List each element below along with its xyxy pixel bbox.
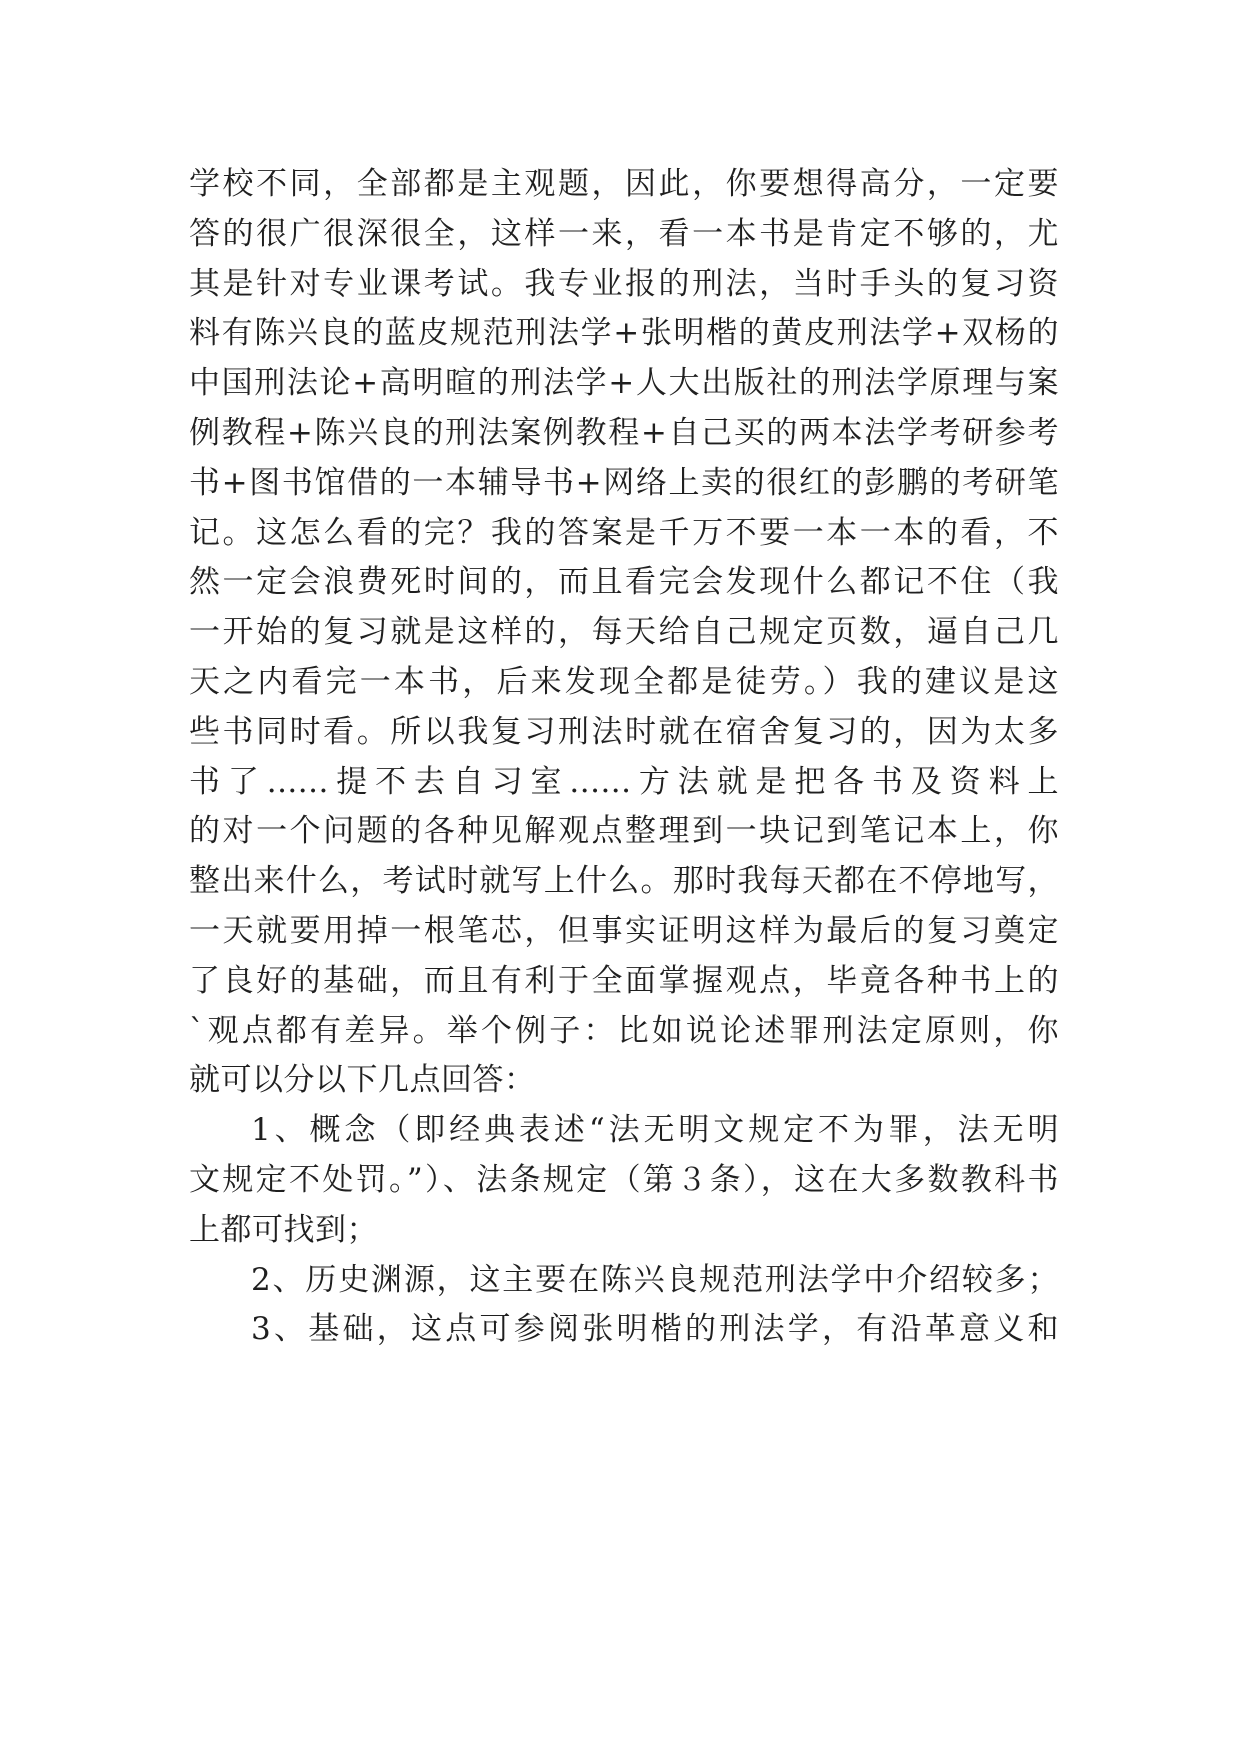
text-line: 中国刑法论+高明暄的刑法学+人大出版社的刑法学原理与案: [189, 365, 1059, 402]
text-line: 些书同时看。所以我复习刑法时就在宿舍复习的，因为太多: [189, 713, 1059, 750]
text-line: 文规定不处罚。”）、法条规定（第３条），这在大多数教科书: [189, 1161, 1059, 1198]
text-line: 上都可找到；: [189, 1211, 378, 1248]
text-line: 一天就要用掉一根笔芯，但事实证明这样为最后的复习奠定: [189, 912, 1059, 949]
text-line: 记。这怎么看的完？我的答案是千万不要一本一本的看，不: [189, 514, 1059, 551]
text-line: `观点都有差异。举个例子：比如说论述罪刑法定原则，你: [189, 1012, 1059, 1049]
list-item-2: [189, 1256, 1059, 1306]
text-line: 然一定会浪费死时间的，而且看完会发现什么都记不住（我: [189, 564, 1059, 601]
text-line: 就可以分以下几点回答：: [189, 1062, 536, 1099]
text-line: 整出来什么，考试时就写上什么。那时我每天都在不停地写，: [189, 863, 1059, 900]
text-line: 书+图书馆借的一本辅导书+网络上卖的很红的彭鹏的考研笔: [189, 464, 1059, 501]
text-line: 的对一个问题的各种见解观点整理到一块记到笔记本上，你: [189, 813, 1059, 850]
list-item-1: [189, 1106, 1059, 1255]
text-line: 天之内看完一本书，后来发现全都是徒劳。）我的建议是这: [189, 663, 1059, 700]
text-line: 一开始的复习就是这样的，每天给自己规定页数，逼自己几: [189, 614, 1059, 651]
body-text: [189, 160, 1059, 1355]
text-line: 例教程+陈兴良的刑法案例教程+自己买的两本法学考研参考: [189, 414, 1059, 451]
text-line: 书了......提不去自习室......方法就是把各书及资料上: [189, 763, 1059, 800]
list-item-3: [189, 1305, 1059, 1355]
text-line: 了良好的基础，而且有利于全面掌握观点，毕竟各种书上的: [189, 962, 1059, 999]
text-line: 答的很广很深很全，这样一来，看一本书是肯定不够的，尤: [189, 215, 1059, 252]
text-line: 学校不同，全部都是主观题，因此，你要想得高分，一定要: [189, 166, 1059, 202]
text-line: 料有陈兴良的蓝皮规范刑法学+张明楷的黄皮刑法学+双杨的: [189, 315, 1059, 352]
paragraph-1: [189, 160, 1059, 1106]
text-line: 2、历史渊源，这主要在陈兴良规范刑法学中介绍较多；: [251, 1261, 1059, 1298]
text-line: 其是针对专业课考试。我专业报的刑法，当时手头的复习资: [189, 265, 1059, 302]
text-line: 1、概念（即经典表述“法无明文规定不为罪，法无明: [251, 1112, 1059, 1149]
text-line: 3、基础，这点可参阅张明楷的刑法学，有沿革意义和: [251, 1311, 1059, 1348]
